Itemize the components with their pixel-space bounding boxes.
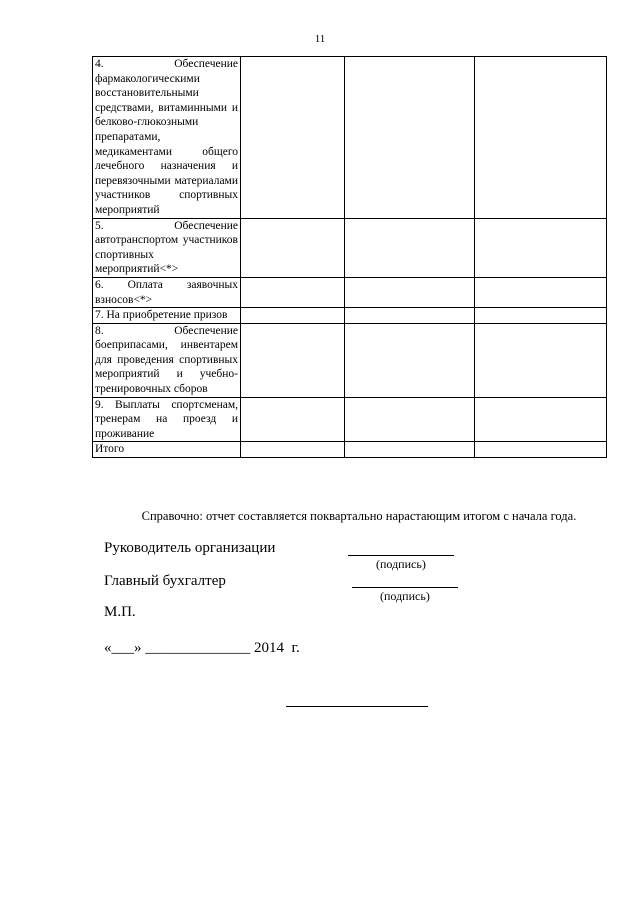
row-label: 6. Оплата заявочных взносов<*> [93, 277, 241, 307]
row-label: Итого [93, 442, 241, 458]
table-cell [241, 277, 345, 307]
table-cell [241, 397, 345, 442]
row-label: 7. На приобретение призов [93, 308, 241, 324]
head-label: Руководитель организации [104, 540, 276, 556]
table-cell [241, 57, 345, 219]
table-cell [475, 57, 607, 219]
table-cell [345, 442, 475, 458]
page-number: 11 [314, 33, 326, 45]
table-cell [475, 277, 607, 307]
reference-note: Справочно: отчет составляется поквартально нарастающим итогом с начала года. [141, 509, 577, 523]
accountant-label: Главный бухгалтер [104, 573, 226, 589]
table-cell [345, 57, 475, 219]
table-cell [345, 308, 475, 324]
accountant-signature-caption: (подпись) [380, 589, 430, 603]
table-cell [475, 323, 607, 397]
table-row-total [93, 442, 607, 458]
row-label: 4. Обеспечение фармакологическими восстановительными средствами, витаминными и белково-глюкозными препаратами, медикаментами общего лечебного назначения и перевязочными материалами участников спортивных мероприятий [93, 57, 241, 219]
table-cell [241, 323, 345, 397]
table-cell [241, 442, 345, 458]
table-row [93, 397, 607, 442]
table-cell [345, 277, 475, 307]
table-row [93, 57, 607, 219]
row-label: 9. Выплаты спортсменам, тренерам на проезд и проживание [93, 397, 241, 442]
table-cell [345, 397, 475, 442]
table-cell [475, 218, 607, 277]
table-row [93, 277, 607, 307]
table-cell [475, 397, 607, 442]
report-table [92, 56, 607, 458]
separator-line [286, 706, 428, 707]
table-row [93, 308, 607, 324]
table-cell [241, 308, 345, 324]
table-row [93, 218, 607, 277]
date-line: «___» ______________ 2014 г. [104, 640, 300, 656]
head-signature-line [348, 555, 454, 556]
head-signature-caption: (подпись) [376, 557, 426, 571]
table-cell [475, 442, 607, 458]
accountant-signature-line [352, 587, 458, 588]
stamp-label: М.П. [104, 604, 136, 620]
table-cell [241, 218, 345, 277]
table-cell [345, 323, 475, 397]
row-label: 5. Обеспечение автотранспортом участников спортивных мероприятий<*> [93, 218, 241, 277]
table-row [93, 323, 607, 397]
table-cell [475, 308, 607, 324]
row-label: 8. Обеспечение боеприпасами, инвентарем для проведения спортивных мероприятий и учебно-тренировочных сборов [93, 323, 241, 397]
table-cell [345, 218, 475, 277]
